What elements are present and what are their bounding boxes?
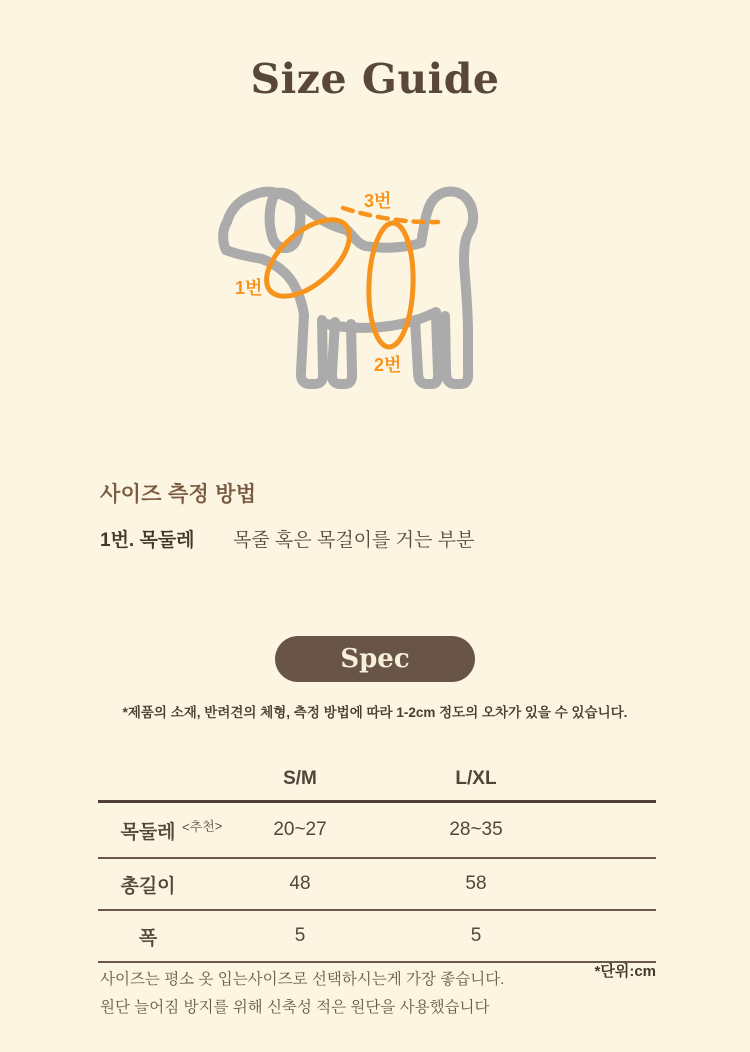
label-back-3: 3번 (364, 191, 392, 211)
cell-empty (550, 802, 656, 859)
header-empty (98, 757, 198, 802)
row-label-width: 폭 (98, 910, 198, 962)
row-label-text: 목둘레 (120, 821, 176, 843)
cell-width-sm: 5 (198, 910, 402, 962)
label-girth-2: 2번 (374, 355, 402, 375)
size-spec-table (98, 757, 656, 963)
row-label-suffix-recommend: <추천> (181, 818, 223, 835)
header-col-sm: S/M (198, 757, 402, 802)
cell-empty (550, 858, 656, 910)
cell-neck-lxl: 28~35 (402, 802, 550, 859)
row-label-length: 총길이 (98, 858, 198, 910)
footer-line-1: 사이즈는 평소 옷 입는사이즈로 선택하시는게 가장 좋습니다. (100, 971, 505, 988)
label-neck-1: 1번 (235, 278, 263, 298)
unit-note: *단위:cm (594, 963, 656, 980)
cell-length-sm: 48 (198, 858, 402, 910)
row-label-neck (98, 802, 223, 859)
cell-neck-sm: 20~27 (198, 802, 402, 859)
cell-length-lxl: 58 (402, 858, 550, 910)
table-row (98, 910, 656, 962)
spec-pill-label: Spec (340, 644, 410, 674)
cell-empty (550, 910, 656, 962)
measure-item-desc: 목줄 혹은 목걸이를 거는 부분 (233, 530, 475, 551)
table-row (98, 802, 656, 859)
header-empty-trailing (550, 757, 656, 802)
measure-item-label: 1번. 목둘레 (100, 530, 195, 551)
dog-measurement-diagram (218, 166, 518, 406)
dog-outline-illustration (218, 166, 518, 406)
page-title: Size Guide (250, 55, 500, 103)
table-header-row (98, 757, 656, 802)
footer-notes (100, 966, 504, 1022)
cell-width-lxl: 5 (402, 910, 550, 962)
footer-line-2: 원단 늘어짐 방지를 위해 신축성 적은 원단을 사용했습니다 (100, 999, 490, 1016)
measure-method-heading: 사이즈 측정 방법 (100, 483, 257, 506)
table-row (98, 858, 656, 910)
spec-section-pill (275, 636, 475, 682)
spec-tolerance-note: *제품의 소재, 반려견의 체형, 측정 방법에 따라 1-2cm 정도의 오차가 있을 수 있습니다. (122, 705, 628, 720)
measure-method-item (100, 525, 474, 552)
header-col-lxl: L/XL (402, 757, 550, 802)
